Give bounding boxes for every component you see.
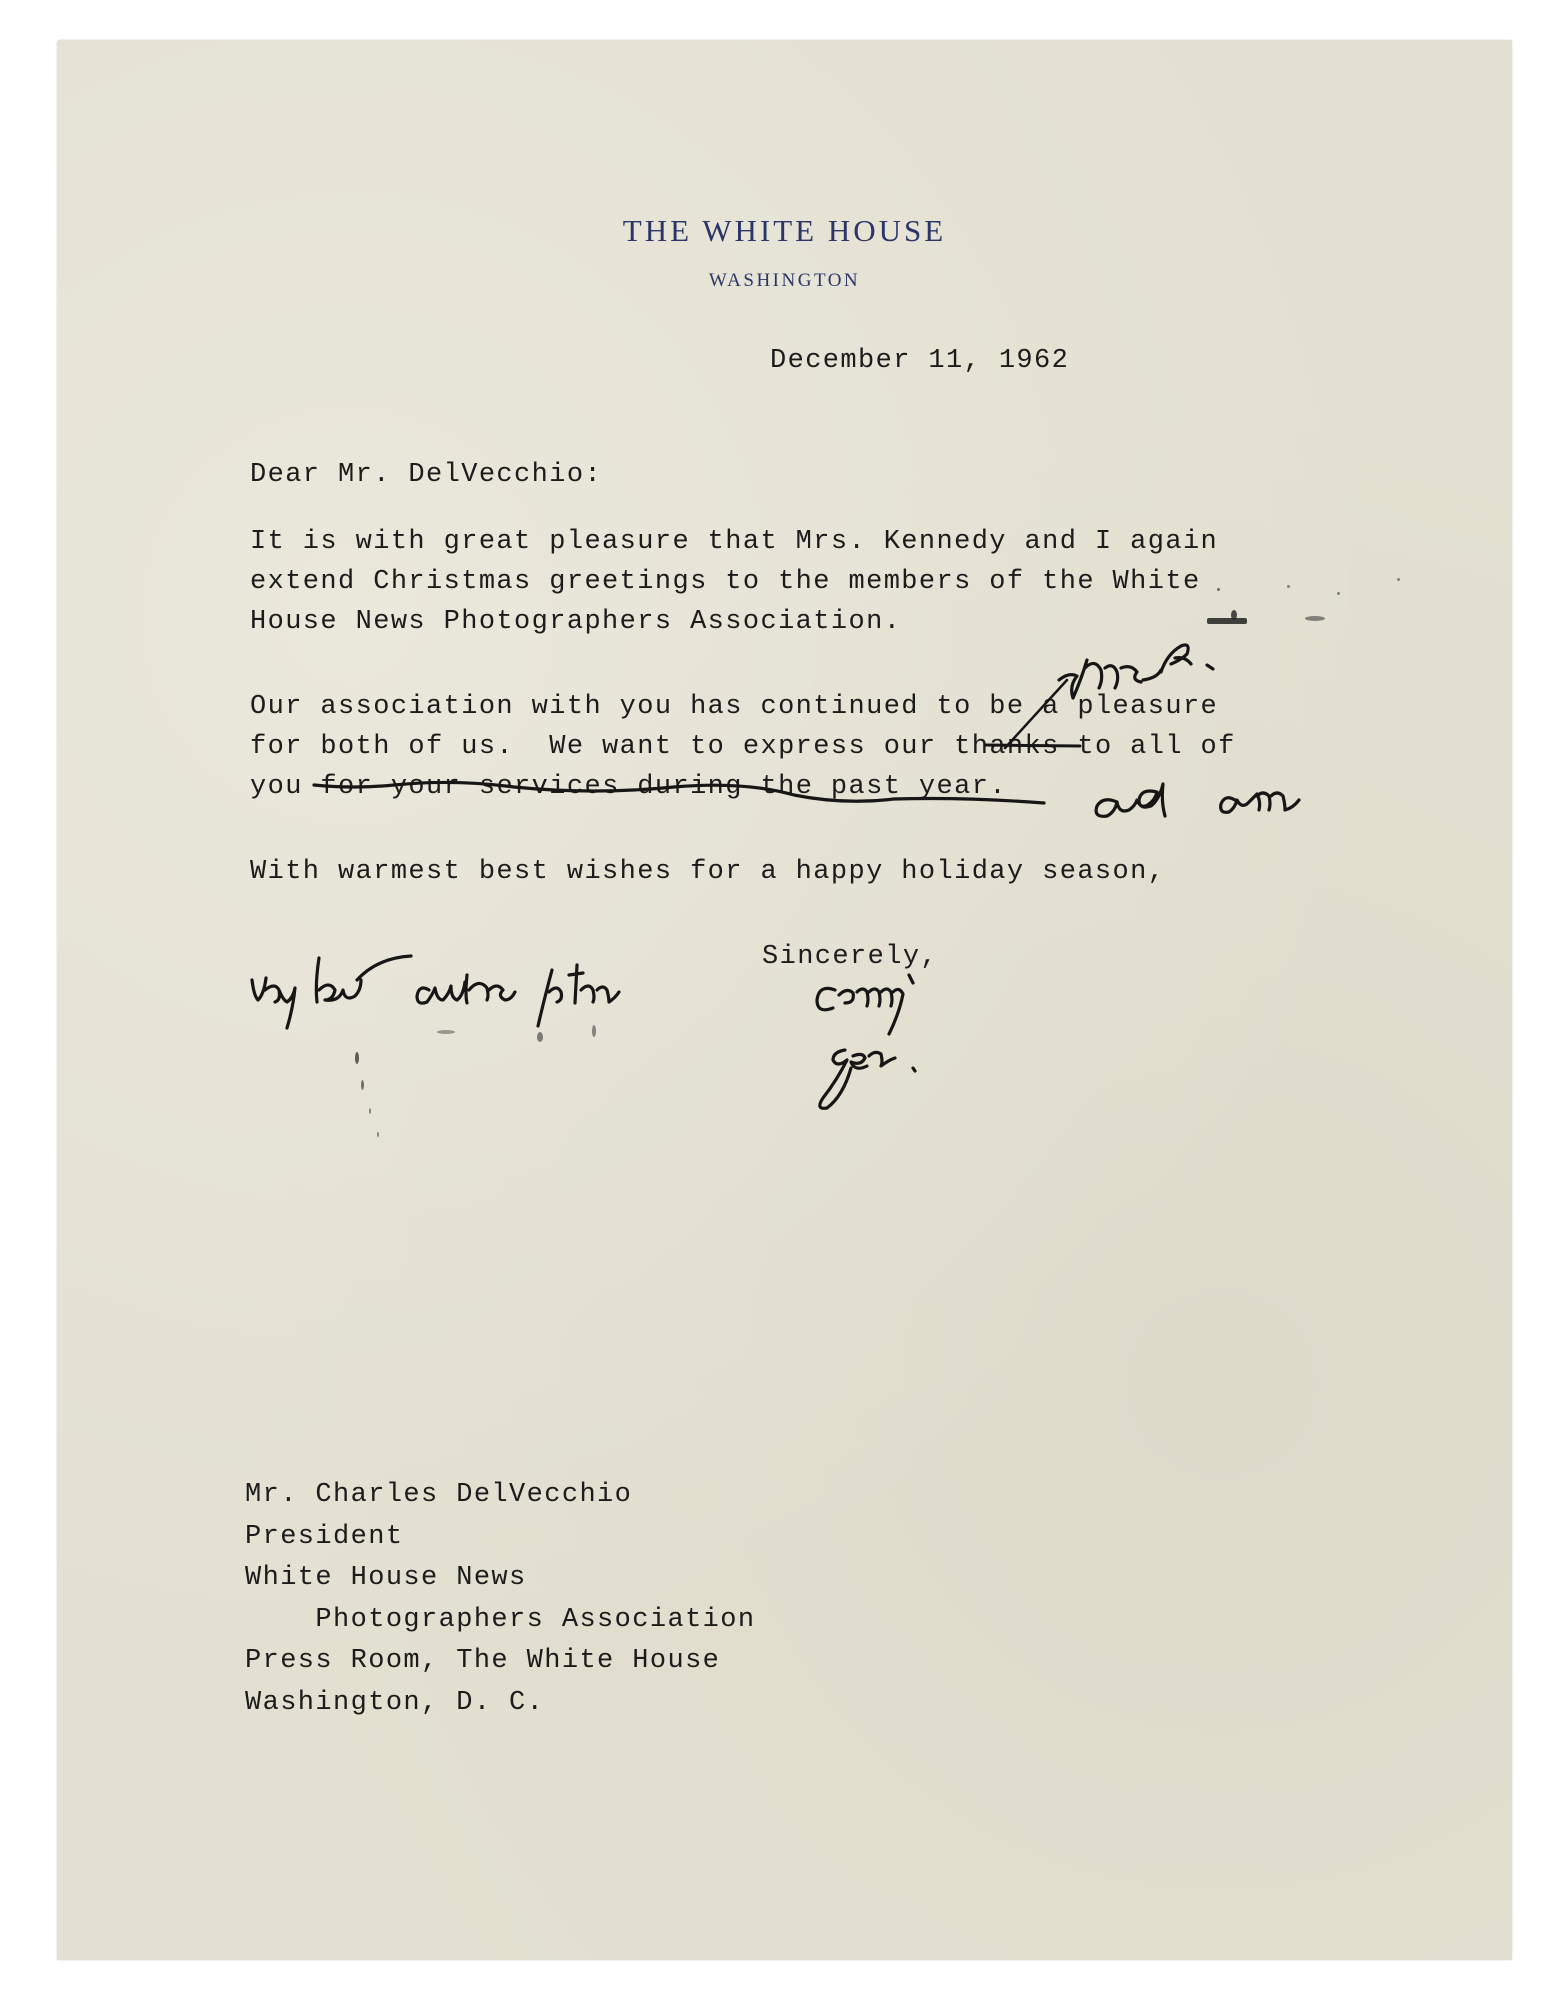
struck-text: for your services during the past year. <box>320 772 1007 802</box>
text-segment: a pleasure <box>1024 692 1219 722</box>
closing-line: With warmest best wishes for a happy holiday season, <box>250 857 1166 887</box>
letter-paper <box>57 40 1512 1960</box>
signoff: Sincerely, <box>762 942 939 972</box>
address-line: White House News <box>245 1563 527 1593</box>
address-line: Washington, D. C. <box>245 1688 545 1718</box>
salutation: Dear Mr. DelVecchio: <box>250 460 603 490</box>
text-segment: for both of us. We want to express our <box>250 732 955 762</box>
text-segment: Our association with you has continued to be <box>250 692 1025 722</box>
paragraph-1-line: It is with great pleasure that Mrs. Kennedy and I again <box>250 527 1219 557</box>
address-line: Photographers Association <box>245 1605 756 1635</box>
text-segment: you <box>250 772 321 802</box>
paragraph-1-line: extend Christmas greetings to the members of the White <box>250 567 1201 597</box>
letter-date: December 11, 1962 <box>770 346 1070 376</box>
address-line: President <box>245 1522 404 1552</box>
address-line: Mr. Charles DelVecchio <box>245 1480 633 1510</box>
paragraph-2-line <box>250 692 1218 722</box>
paragraph-2-line <box>250 772 1007 802</box>
paragraph-1-line: House News Photographers Association. <box>250 607 902 637</box>
letterhead-subtitle: WASHINGTON <box>708 270 861 291</box>
letterhead-title: THE WHITE HOUSE <box>622 213 947 248</box>
text-segment: to all of <box>1059 732 1236 762</box>
paragraph-2-line <box>250 732 1236 762</box>
struck-text: thanks <box>954 732 1060 762</box>
address-line: Press Room, The White House <box>245 1646 721 1676</box>
